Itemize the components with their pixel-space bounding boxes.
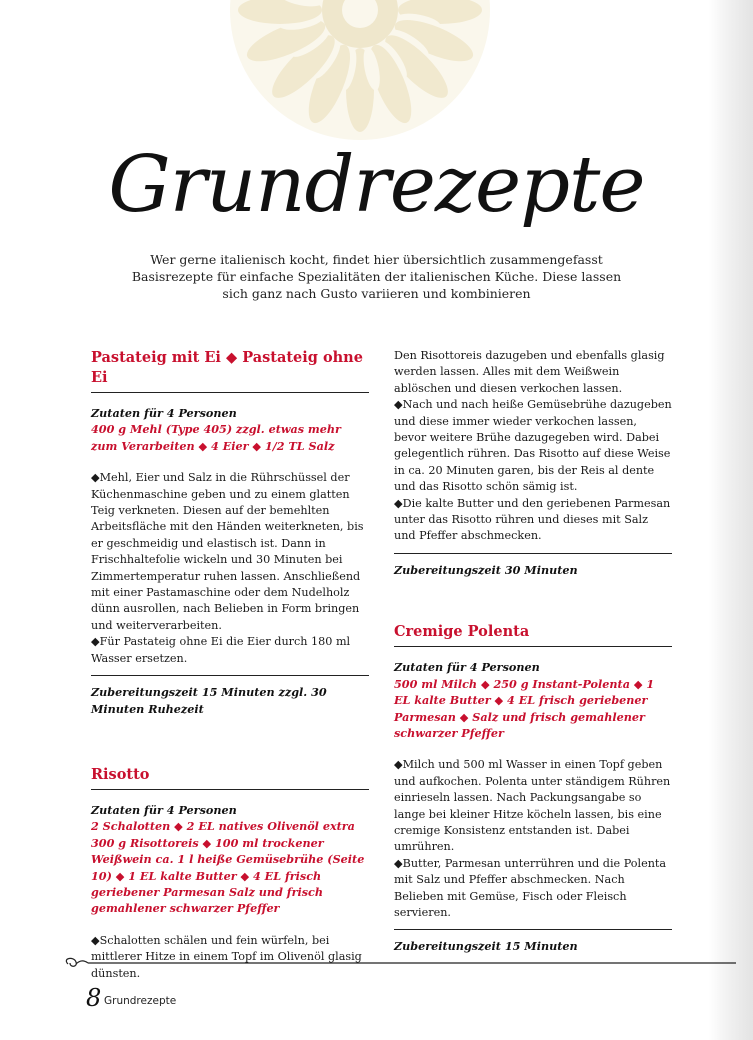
- recipe-heading-risotto: Risotto: [91, 765, 369, 790]
- instruction-paragraph: ◆Mehl, Eier und Salz in die Rührschüssel der Küchenmaschine geben und zu einem glatten Teig verkneten. Diesen auf der bemehlten Arbeitsfläche mit den Händen weiterkneten, bis er geschmeidig und elastisch ist. Dann in Frischhaltefolie wickeln und 30 Minuten bei Zimmertemperatur ruhen lassen. Anschließend mit einer Pastamaschine oder dem Nudelholz dünn ausrollen, nach Belieben in Form bringen und weiterverarbeiten.: [91, 471, 364, 632]
- servings-label: Zutaten für 4 Personen: [394, 660, 540, 675]
- recipe-heading-polenta: Cremige Polenta: [394, 622, 672, 647]
- instruction-paragraph: ◆Schalotten schälen und fein würfeln, bei mittlerer Hitze in einem Topf im Olivenöl glasig dünsten.: [91, 933, 362, 980]
- divider: [91, 675, 369, 676]
- instruction-paragraph: Den Risottoreis dazugeben und ebenfalls glasig werden lassen. Alles mit dem Weißwein ablöschen und diesen verkochen lassen.: [394, 349, 665, 395]
- mandala-ornament-icon: [170, 0, 550, 150]
- servings-label: Zutaten für 4 Personen: [91, 802, 237, 817]
- page-number: 8: [86, 984, 102, 1012]
- instruction-paragraph: ◆Für Pastateig ohne Ei die Eier durch 180 ml Wasser ersetzen.: [91, 635, 351, 665]
- instruction-paragraph: ◆Die kalte Butter und den geriebenen Parmesan unter das Risotto rühren und dieses mit Salz und Pfeffer abschmecken.: [394, 496, 671, 543]
- left-column: [91, 348, 369, 982]
- swirl-divider-icon: [60, 955, 736, 971]
- divider: [394, 929, 672, 930]
- servings-label: Zutaten für 4 Personen: [91, 406, 237, 420]
- right-column: [394, 348, 672, 955]
- ingredient-list: 400 g Mehl (Type 405) zzgl. etwas mehr zum Verarbeiten ◆ 4 Eier ◆ 1/2 TL Salz: [91, 422, 341, 453]
- divider: [394, 553, 672, 554]
- prep-time: Zubereitungszeit 15 Minuten zzgl. 30 Minuten Ruhezeit: [91, 685, 327, 716]
- ingredient-list: 2 Schalotten ◆ 2 EL natives Olivenöl extra 300 g Risottoreis ◆ 100 ml trockener Weißwein ca. 1 l heiße Gemüsebrühe (Seite 10) ◆ 1 EL kalte Butter ◆ 4 EL frisch geriebener Parmesan Salz und frisch gemahlener schwarzer Pfeffer: [91, 819, 365, 916]
- instruction-paragraph: ◆Milch und 500 ml Wasser in einen Topf geben und aufkochen. Polenta unter ständigem Rühren einrieseln lassen. Nach Packungsangabe so lange bei kleiner Hitze köcheln lassen, bis eine cremige Konsistenz entstanden ist. Dabei umrühren.: [394, 758, 671, 854]
- prep-time: Zubereitungszeit 30 Minuten: [394, 562, 578, 577]
- running-title: Grundrezepte: [104, 995, 177, 1007]
- intro-text: Wer gerne italienisch kocht, findet hier übersichtlich zusammengefasst Basisrezepte für einfache Spezialitäten der italienischen Küche. Diese lassen sich ganz nach Gusto variieren und kombinieren: [131, 252, 622, 301]
- ingredient-list: 500 ml Milch ◆ 250 g Instant-Polenta ◆ 1 EL kalte Butter ◆ 4 EL frisch geriebener Parmesan ◆ Salz und frisch gemahlener schwarzer Pfeffer: [394, 676, 655, 740]
- instruction-paragraph: ◆Butter, Parmesan unterrühren und die Polenta mit Salz und Pfeffer abschmecken. Nach Belieben mit Gemüse, Fisch oder Fleisch servieren.: [394, 856, 667, 919]
- page-title: Grundrezepte: [108, 140, 645, 230]
- instruction-paragraph: ◆Nach und nach heiße Gemüsebrühe dazugeben und diese immer wieder verkochen lassen, bevor weitere Brühe dazugegeben wird. Dabei gelegentlich rühren. Das Risotto auf diese Weise in ca. 20 Minuten garen, bis der Reis al dente und das Risotto schön sämig ist.: [394, 398, 672, 494]
- recipe-heading-pasta: Pastateig mit Ei ◆ Pastateig ohne Ei: [91, 348, 369, 393]
- prep-time: Zubereitungszeit 15 Minuten: [394, 939, 578, 954]
